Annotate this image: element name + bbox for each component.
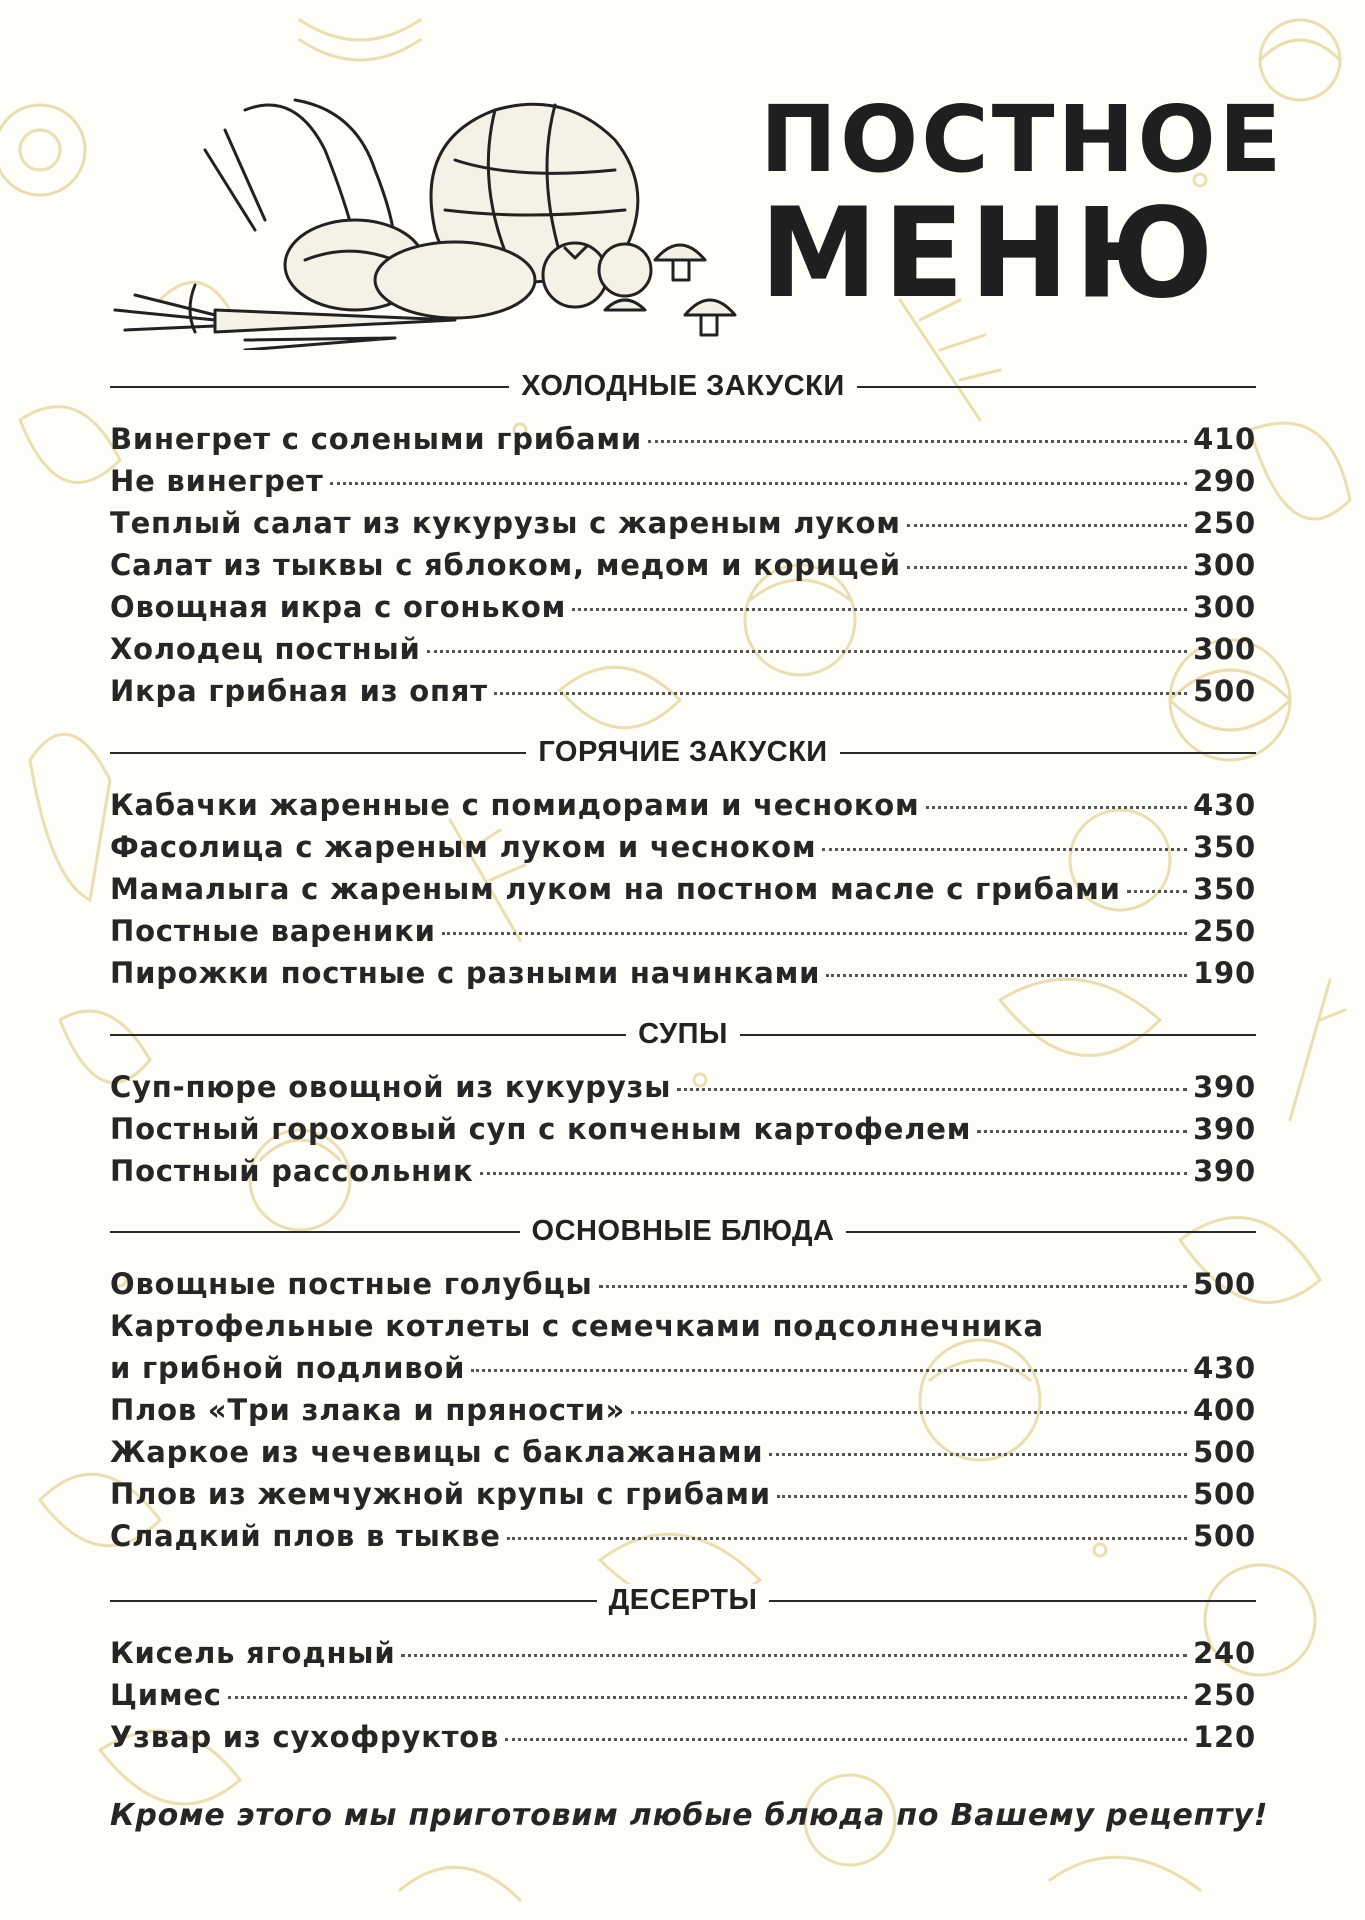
item-price: 500 <box>1193 1519 1256 1553</box>
item-name: Винегрет с солеными грибами <box>110 422 642 456</box>
item-name: Постные вареники <box>110 914 436 948</box>
dot-leader <box>442 932 1187 935</box>
section-title: ОСНОВНЫЕ БЛЮДА <box>520 1215 847 1248</box>
menu-item <box>110 1309 1256 1351</box>
dot-leader <box>507 1537 1187 1540</box>
item-name: Фасолица с жареным луком и чесноком <box>110 830 817 864</box>
dot-leader <box>822 848 1187 851</box>
item-name: Плов из жемчужной крупы с грибами <box>110 1477 771 1511</box>
section-title: СУПЫ <box>626 1018 740 1051</box>
menu-item <box>110 1070 1256 1112</box>
menu-item <box>110 830 1256 872</box>
section-main-dishes <box>110 1211 1256 1561</box>
dot-leader <box>427 650 1187 653</box>
item-price: 500 <box>1193 1477 1256 1511</box>
menu-item <box>110 914 1256 956</box>
dot-leader <box>330 482 1187 485</box>
menu-item <box>110 590 1256 632</box>
menu-item <box>110 548 1256 590</box>
item-name: Пирожки постные с разными начинками <box>110 956 821 990</box>
dot-leader <box>572 608 1187 611</box>
item-name: Суп-пюре овощной из кукурузы <box>110 1070 672 1104</box>
item-price: 390 <box>1193 1154 1256 1188</box>
dot-leader <box>471 1369 1187 1372</box>
menu-item <box>110 1435 1256 1477</box>
menu-item-continuation <box>110 1351 1256 1393</box>
item-price: 120 <box>1193 1720 1256 1754</box>
item-name: Жаркое из чечевицы с баклажанами <box>110 1435 764 1469</box>
item-name: Салат из тыквы с яблоком, медом и корицей <box>110 548 901 582</box>
dot-leader <box>977 1130 1187 1133</box>
item-name: Овощная икра с огоньком <box>110 590 567 624</box>
dot-leader <box>228 1696 1187 1699</box>
menu-item <box>110 506 1256 548</box>
item-price: 430 <box>1193 788 1256 822</box>
dot-leader <box>777 1495 1187 1498</box>
item-name: Узвар из сухофруктов <box>110 1720 500 1754</box>
section-hot-appetizers <box>110 732 1256 998</box>
item-price: 350 <box>1193 830 1256 864</box>
menu-item <box>110 1154 1256 1196</box>
item-name: Кисель ягодный <box>110 1636 396 1670</box>
menu-item <box>110 1519 1256 1561</box>
dot-leader <box>480 1172 1188 1175</box>
dot-leader <box>677 1088 1187 1091</box>
item-name: Плов «Три злака и пряности» <box>110 1393 626 1427</box>
dot-leader <box>599 1285 1187 1288</box>
menu-item <box>110 422 1256 464</box>
item-price: 500 <box>1193 674 1256 708</box>
item-price: 350 <box>1193 872 1256 906</box>
item-price: 290 <box>1193 464 1256 498</box>
dot-leader <box>631 1411 1187 1414</box>
item-price: 390 <box>1193 1070 1256 1104</box>
item-name: Овощные постные голубцы <box>110 1267 593 1301</box>
menu-item <box>110 632 1256 674</box>
menu-item <box>110 1678 1256 1720</box>
dot-leader <box>826 974 1187 977</box>
dot-leader <box>1127 890 1187 893</box>
item-name: Сладкий плов в тыкве <box>110 1519 501 1553</box>
item-price: 500 <box>1193 1267 1256 1301</box>
dot-leader <box>907 524 1187 527</box>
item-price: 190 <box>1193 956 1256 990</box>
menu-item <box>110 1393 1256 1435</box>
menu-item <box>110 1720 1256 1762</box>
item-name: Картофельные котлеты с семечками подсолнечника <box>110 1309 1044 1343</box>
item-price: 410 <box>1193 422 1256 456</box>
dot-leader <box>648 440 1187 443</box>
title-line-1: ПОСТНОЕ <box>760 86 1285 193</box>
dot-leader <box>926 806 1188 809</box>
item-name: Постный рассольник <box>110 1154 474 1188</box>
section-cold-appetizers <box>110 366 1256 716</box>
section-title: ДЕСЕРТЫ <box>597 1584 770 1617</box>
section-soups <box>110 1014 1256 1196</box>
section-desserts <box>110 1580 1256 1762</box>
vegetables-sketch-icon <box>95 70 755 350</box>
dot-leader <box>769 1453 1187 1456</box>
section-title: ХОЛОДНЫЕ ЗАКУСКИ <box>509 370 856 403</box>
menu-item <box>110 956 1256 998</box>
item-price: 250 <box>1193 1678 1256 1712</box>
menu-item <box>110 1636 1256 1678</box>
item-price: 390 <box>1193 1112 1256 1146</box>
item-name-continuation: и грибной подливой <box>110 1351 466 1385</box>
menu-item <box>110 872 1256 914</box>
item-price: 500 <box>1193 1435 1256 1469</box>
section-title: ГОРЯЧИЕ ЗАКУСКИ <box>526 736 839 769</box>
item-name: Постный гороховый суп с копченым картофелем <box>110 1112 972 1146</box>
item-name: Не винегрет <box>110 464 324 498</box>
item-name: Мамалыга с жареным луком на постном масле с грибами <box>110 872 1121 906</box>
section-heading <box>110 1580 1256 1620</box>
item-price: 240 <box>1193 1636 1256 1670</box>
section-heading <box>110 366 1256 406</box>
item-price: 300 <box>1193 590 1256 624</box>
menu-item <box>110 788 1256 830</box>
dot-leader <box>494 692 1187 695</box>
menu-item <box>110 1477 1256 1519</box>
menu-item <box>110 464 1256 506</box>
item-price: 250 <box>1193 914 1256 948</box>
item-price: 300 <box>1193 548 1256 582</box>
menu-item <box>110 674 1256 716</box>
dot-leader <box>401 1654 1187 1657</box>
item-name: Теплый салат из кукурузы с жареным луком <box>110 506 901 540</box>
item-name: Икра грибная из опят <box>110 674 488 708</box>
item-price: 400 <box>1193 1393 1256 1427</box>
item-name: Кабачки жаренные с помидорами и чесноком <box>110 788 920 822</box>
item-name: Холодец постный <box>110 632 421 666</box>
menu-item <box>110 1267 1256 1309</box>
item-price: 250 <box>1193 506 1256 540</box>
item-price: 430 <box>1193 1351 1256 1385</box>
dot-leader <box>907 566 1187 569</box>
section-heading <box>110 1014 1256 1054</box>
item-price: 300 <box>1193 632 1256 666</box>
footer-note: Кроме этого мы приготовим любые блюда по Вашему рецепту! <box>110 1798 1269 1833</box>
title-line-2: МЕНЮ <box>760 180 1220 326</box>
dot-leader <box>505 1738 1187 1741</box>
section-heading <box>110 732 1256 772</box>
section-heading <box>110 1211 1256 1251</box>
item-name: Цимес <box>110 1678 222 1712</box>
menu-item <box>110 1112 1256 1154</box>
